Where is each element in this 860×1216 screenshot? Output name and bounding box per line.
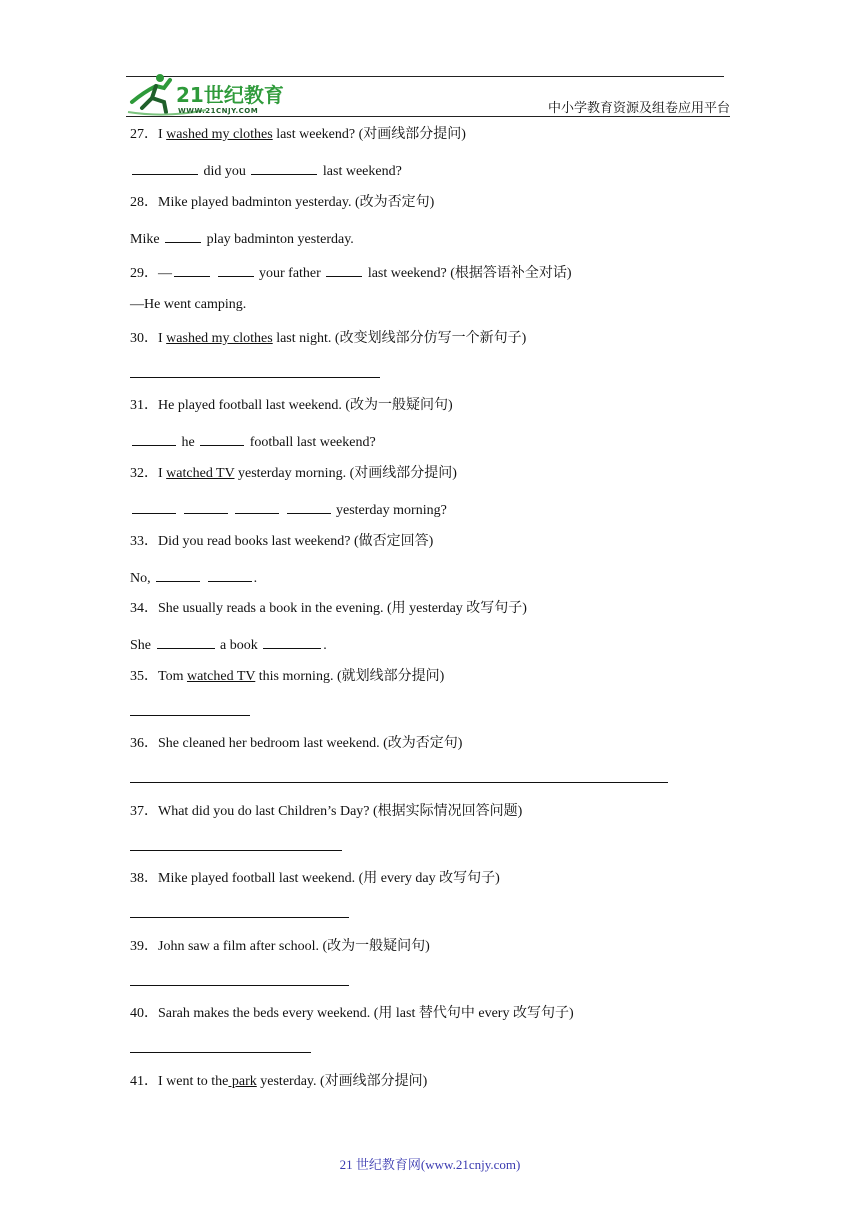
logo-text: 21世纪教育 (176, 83, 284, 107)
answer-blank[interactable] (251, 160, 317, 175)
answer-blank[interactable] (235, 499, 279, 514)
answer-blank[interactable] (156, 567, 200, 582)
answer-blank[interactable] (174, 262, 210, 277)
header-bottom-rule (126, 116, 730, 117)
question-35: 35．Tom watched TV this morning. (就划线部分提问) (130, 669, 445, 684)
answer-blank[interactable] (132, 431, 176, 446)
answer-33: No, . (130, 567, 257, 588)
question-34: 34．She usually reads a book in the evening. (用 yesterday 改写句子) (130, 601, 527, 616)
logo-url: WWW.21CNJY.COM (178, 107, 259, 115)
answer-line-37[interactable] (130, 850, 342, 851)
question-30: 30．I washed my clothes last night. (改变划线部分仿写一个新句子) (130, 331, 527, 346)
underlined-phrase: park (228, 1074, 257, 1089)
logo-21cnjy (126, 72, 296, 116)
answer-blank[interactable] (132, 160, 198, 175)
answer-blank[interactable] (184, 499, 228, 514)
answer-28: Mike play badminton yesterday. (130, 228, 354, 249)
answer-line-30[interactable] (130, 377, 380, 378)
answer-29: —He went camping. (130, 297, 247, 312)
question-36: 36．She cleaned her bedroom last weekend. (改为否定句) (130, 736, 463, 751)
question-41: 41．I went to the park yesterday. (对画线部分提问) (130, 1074, 428, 1089)
answer-blank[interactable] (157, 634, 215, 649)
platform-name: 中小学教育资源及组卷应用平台 (547, 101, 730, 116)
question-37: 37．What did you do last Children’s Day? (根据实际情况回答问题) (130, 804, 523, 819)
answer-32: yesterday morning? (130, 499, 447, 520)
question-31: 31．He played football last weekend. (改为一般疑问句) (130, 398, 453, 413)
question-29: 29．— your father last weekend? (根据答语补全对话) (130, 262, 572, 283)
underlined-phrase: watched TV (186, 669, 256, 684)
answer-blank[interactable] (165, 228, 201, 243)
question-38: 38．Mike played football last weekend. (用 every day 改写句子) (130, 871, 500, 886)
answer-blank[interactable] (326, 262, 362, 277)
question-39: 39．John saw a film after school. (改为一般疑问句) (130, 939, 430, 954)
underlined-phrase: washed my clothes (166, 331, 273, 346)
question-27: 27．I washed my clothes last weekend? (对画线部分提问) (130, 127, 466, 142)
underlined-phrase: watched TV (166, 466, 235, 481)
question-32: 32．I watched TV yesterday morning. (对画线部分提问) (130, 466, 457, 481)
answer-line-40[interactable] (130, 1052, 311, 1053)
answer-blank[interactable] (132, 499, 176, 514)
answer-blank[interactable] (218, 262, 254, 277)
answer-31: he football last weekend? (130, 431, 376, 452)
question-33: 33．Did you read books last weekend? (做否定回答) (130, 534, 434, 549)
answer-27: did you last weekend? (130, 160, 402, 181)
page-header (126, 68, 730, 120)
page-footer: 21 世纪教育网(www.21cnjy.com) (339, 1157, 521, 1172)
answer-blank[interactable] (287, 499, 331, 514)
answer-line-39[interactable] (130, 985, 349, 986)
question-40: 40．Sarah makes the beds every weekend. (用 last 替代句中 every 改写句子) (130, 1006, 574, 1021)
underlined-phrase: washed my clothes (166, 127, 273, 142)
answer-blank[interactable] (200, 431, 244, 446)
answer-blank[interactable] (263, 634, 321, 649)
answer-line-35[interactable] (130, 715, 250, 716)
question-28: 28．Mike played badminton yesterday. (改为否定句) (130, 195, 435, 210)
answer-34: She a book . (130, 634, 327, 655)
answer-line-38[interactable] (130, 917, 349, 918)
answer-blank[interactable] (208, 567, 252, 582)
answer-line-36[interactable] (130, 782, 668, 783)
